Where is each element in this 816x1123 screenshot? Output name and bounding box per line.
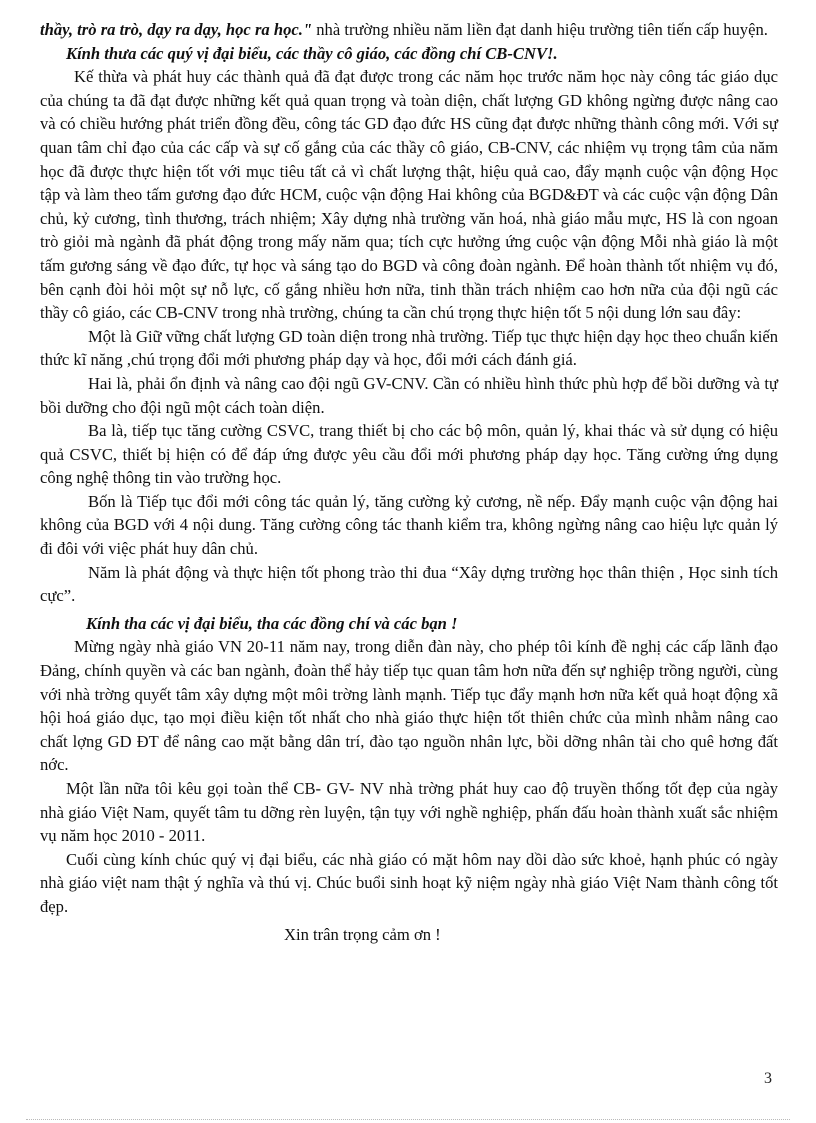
opening-line: [40, 18, 778, 42]
paragraph-main: Kế thừa và phát huy các thành quả đã đạt được trong các năm học trước năm học này công tác giáo dục của chúng ta đã đạt được những kết quả quan trọng và toàn diện, chất lượng GD không ngừng được nâng cao và có chiều hướng phát triển đồng đều, công tác GD đạo đức HS cũng đạt được những thành công mới. Với sự quan tâm chỉ đạo của các cấp và sự cố gắng của các thầy cô giáo, CB-CNV, các nhiệm vụ trọng tâm của năm học đã được thực hiện tốt với mục tiêu tất cả vì chất lượng thật, hiệu quả cao, đẩy mạnh cuộc vận động Học tập và làm theo tấm gương đạo đức HCM, cuộc vận động Hai không của BGD&ĐT và các cuộc vận động Dân chủ, kỷ cương, tình thương, trách nhiệm; Xây dựng nhà trường văn hoá, nhà giáo mẫu mực, HS là con ngoan trò giỏi mà ngành đã phát động trong mấy năm qua; tích cực hưởng ứng cuộc vận động Mỗi nhà giáo là một tấm gương sáng về đạo đức, tự học và sáng tạo do BGD và công đoàn ngành. Để hoàn thành tốt nhiệm vụ đó, bên cạnh đòi hỏi một sự nỗ lực, cố gắng nhiều hơn nữa, tinh thần trách nhiệm cao hơn nữa của đội ngũ các thầy cô giáo, các CB-CNV trong nhà trường, chúng ta cần chú trọng thực hiện tốt 5 nội dung lớn sau đây:: [40, 67, 778, 323]
list-item-5: Năm là phát động và thực hiện tốt phong trào thi đua “Xây dựng trường học thân thiện , Học sinh tích cực”.: [40, 562, 778, 606]
closing-line: Xin trân trọng cảm ơn !: [284, 924, 441, 944]
greeting-heading-1: Kính thưa các quý vị đại biểu, các thầy cô giáo, các đồng chí CB-CNV!.: [66, 43, 558, 63]
opening-quote: thầy, trò ra trò, dạy ra dạy, học ra học.": [40, 20, 313, 39]
list-item-4: Bốn là Tiếp tục đổi mới công tác quản lý, tăng cường kỷ cương, nề nếp. Đẩy mạnh cuộc vận động hai không của BGD với 4 nội dung. Tăng cường công tác thanh kiểm tra, không ngừng nâng cao hiệu lực quản lý đi đôi với việc phát huy dân chủ.: [40, 491, 778, 559]
list-item-3: Ba là, tiếp tục tăng cường CSVC, trang thiết bị cho các bộ môn, quản lý, khai thác và sử dụng có hiệu quả CSVC, thiết bị hiện có để đáp ứng được yêu cầu đổi mới phương pháp dạy học. Tăng cường ứng dụng công nghệ thông tin vào trường học.: [40, 421, 778, 488]
list-item-1: Một là Giữ vững chất lượng GD toàn diện trong nhà trường. Tiếp tục thực hiện dạy học theo chuẩn kiến thức kĩ năng ,chú trọng đổi mới phương pháp dạy và học, đổi mới cách đánh giá.: [40, 326, 778, 370]
list-item-2: Hai là, phải ổn định và nâng cao đội ngũ GV-CNV. Cần có nhiều hình thức phù hợp để bồi dưỡng và tự bồi dưỡng cho đội ngũ một cách toàn diện.: [40, 373, 778, 417]
paragraph-call: Một lần nữa tôi kêu gọi toàn thể CB- GV- NV nhà trờng phát huy cao độ truyền thống tốt đẹp của ngày nhà giáo Việt Nam, quyết tâm tu dỡng rèn luyện, tận tụy với nghề nghiệp, phấn đấu hoàn thành xuất sắc nhiệm vụ năm học 2010 - 2011.: [40, 779, 778, 846]
paragraph-wish: Cuối cùng kính chúc quý vị đại biểu, các nhà giáo có mặt hôm nay dồi dào sức khoẻ, hạnh phúc có ngày nhà giáo việt nam thật ý nghĩa và thú vị. Chúc buổi sinh hoạt kỹ niệm ngày nhà giáo Việt Nam thành công tốt đẹp.: [40, 849, 778, 916]
footer-divider: [26, 1119, 790, 1120]
page-number: 3: [764, 1070, 772, 1087]
paragraph-request: Mừng ngày nhà giáo VN 20-11 năm nay, trong diễn đàn này, cho phép tôi kính đề nghị các cấp lãnh đạo Đảng, chính quyền và các ban ngành, đoàn thể hảy tiếp tục quan tâm hơn nữa đến sự nghiệp trồng người, cùng với nhà trờng quyết tâm xây dựng một môi trờng lành mạnh. Tiếp tục đẩy mạnh hơn nữa kết quả hoạt động xã hội hoá giáo dục, tạo mọi điều kiện tốt nhất cho nhà giáo thực hiện tốt thiên chức của mình nhằm nâng cao chất lợng GD ĐT để nâng cao mặt bằng dân trí, đào tạo nguồn nhân lực, bồi dỡng nhân tài cho quê hơng đất nớc.: [40, 637, 778, 775]
greeting-heading-2: Kính tha các vị đại biểu, tha các đồng chí và các bạn !: [86, 613, 458, 633]
opening-rest: nhà trường nhiều năm liền đạt danh hiệu trường tiên tiến cấp huyện.: [312, 20, 768, 39]
document-page: [40, 18, 778, 946]
